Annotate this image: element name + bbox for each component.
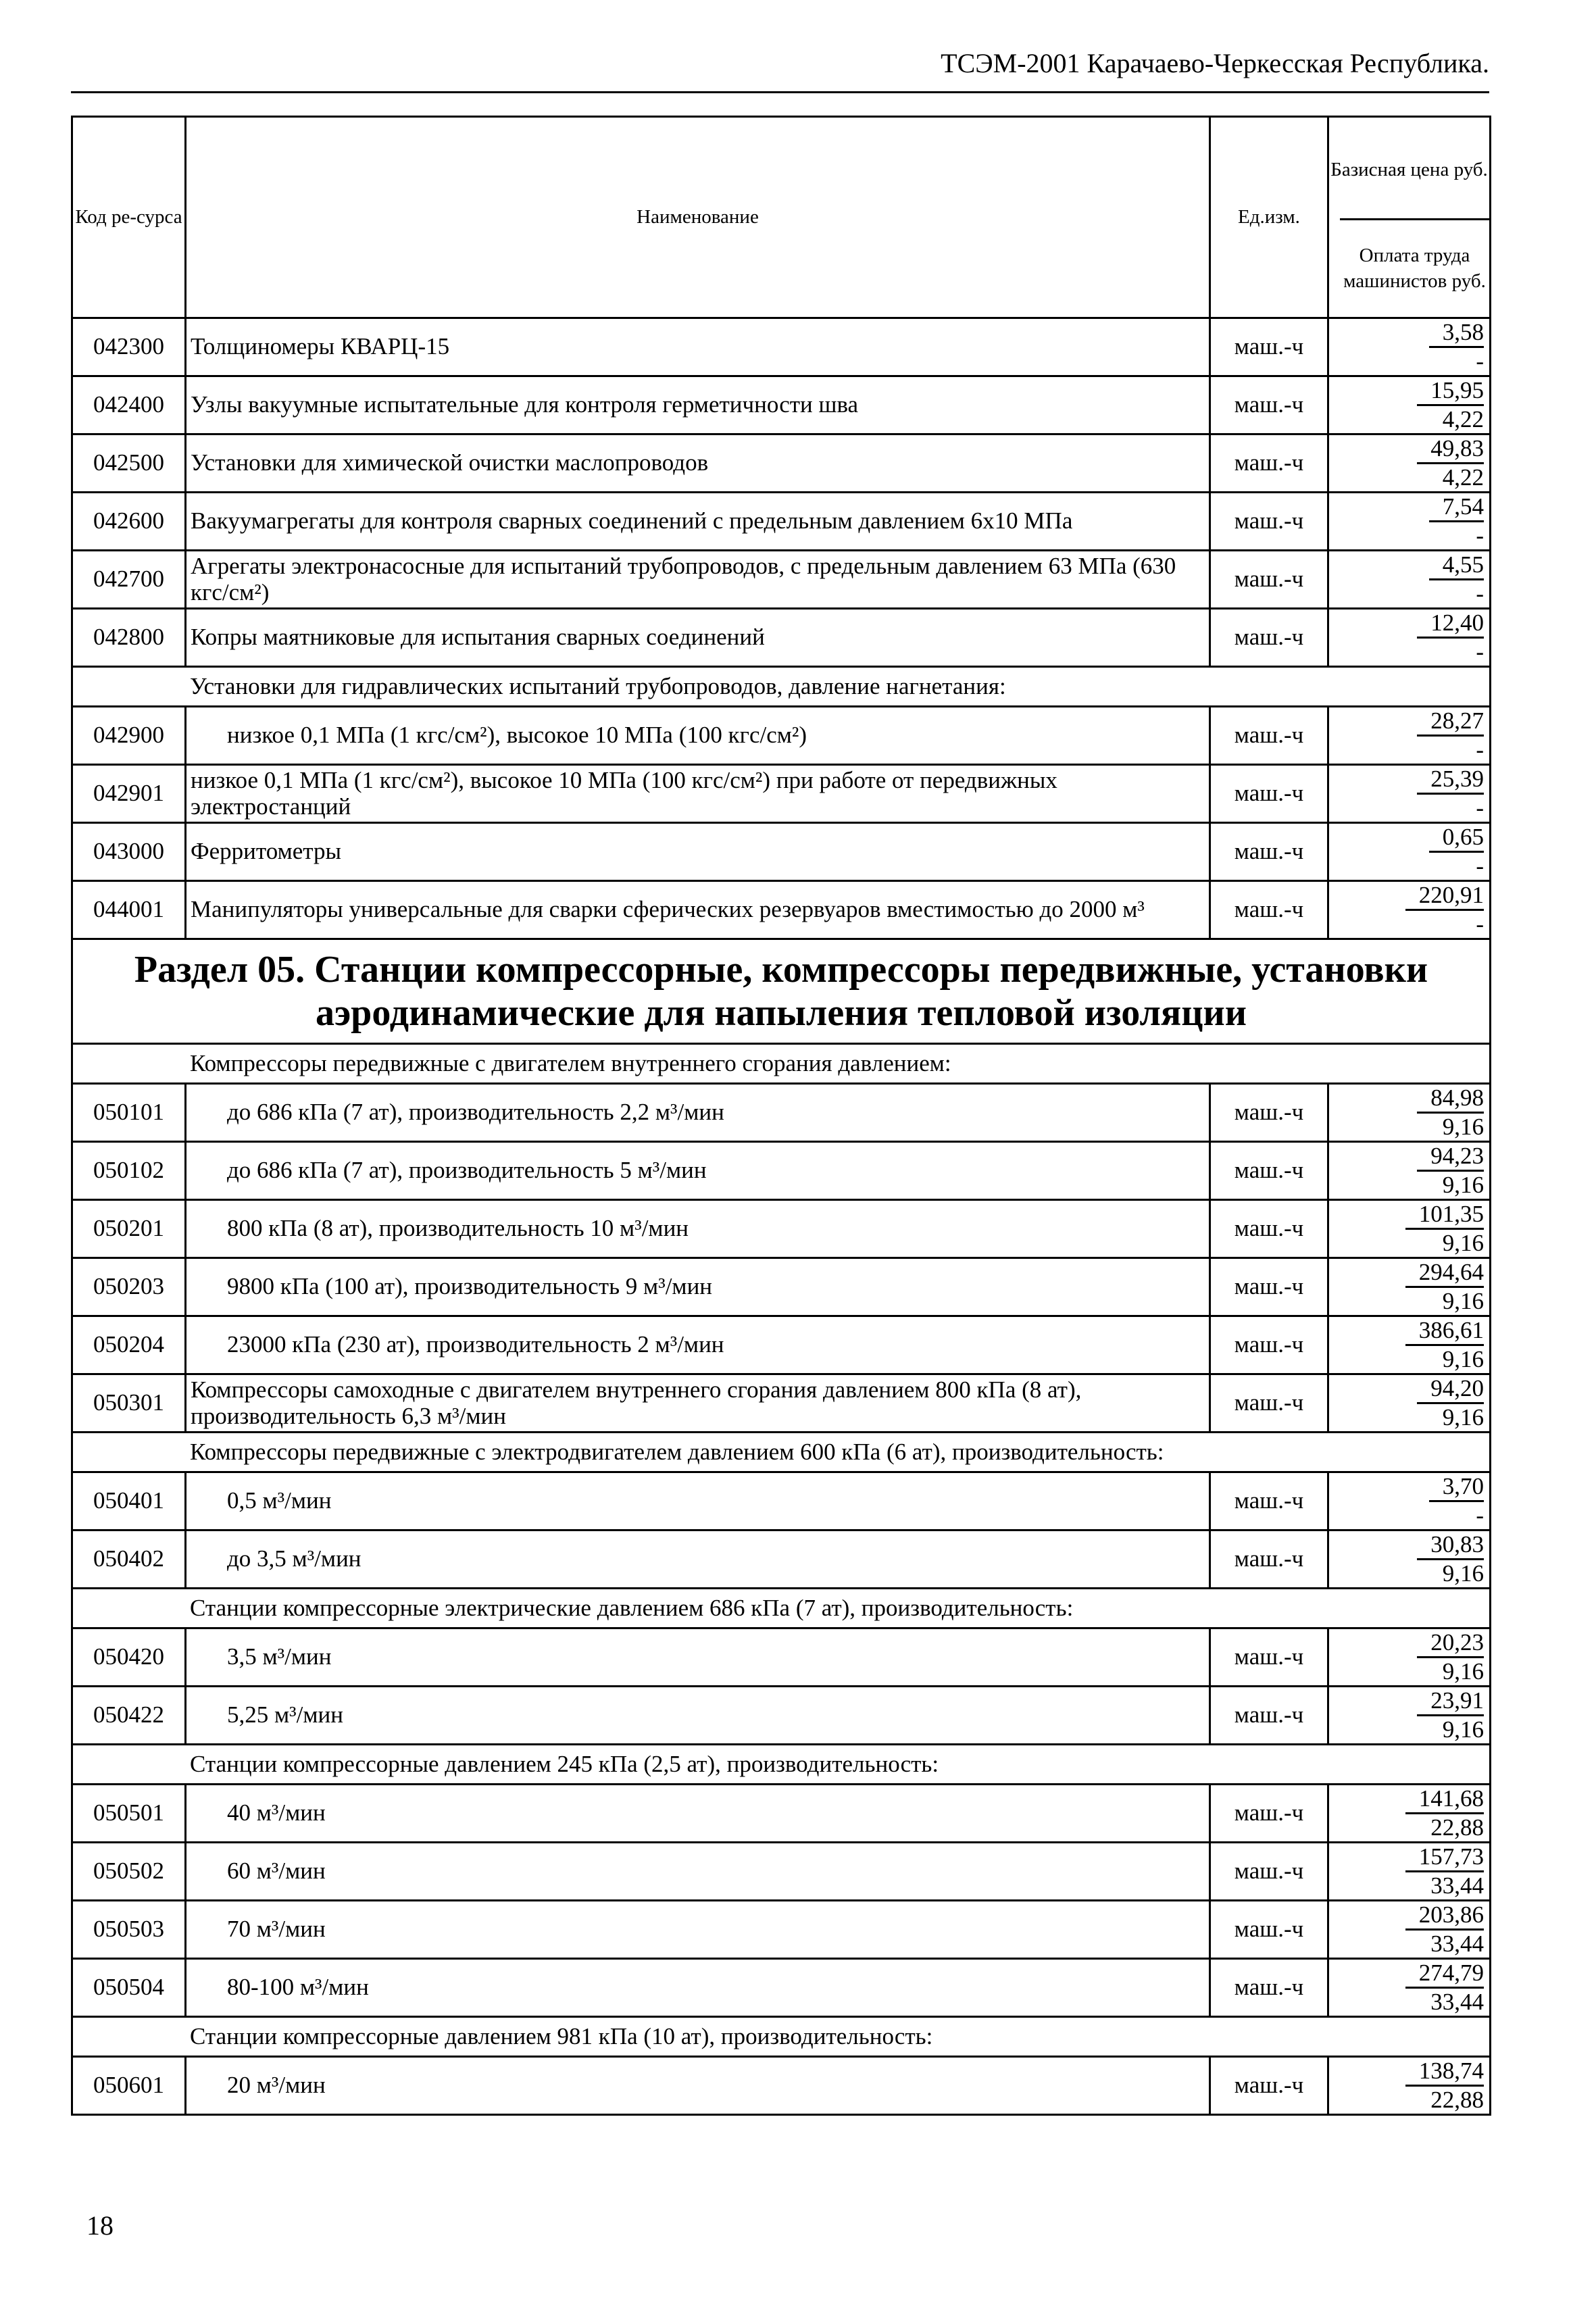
price-cell	[1328, 2057, 1491, 2115]
resource-name: 3,5 м³/мин	[186, 1628, 1210, 1687]
unit-of-measure: маш.-ч	[1210, 707, 1328, 765]
price-cell	[1328, 1374, 1491, 1433]
section-heading: Раздел 05. Станции компрессорные, компрессоры передвижные, установки аэродинамические для напыления тепловой изоляции	[72, 939, 1491, 1044]
resource-code: 050203	[72, 1258, 186, 1316]
unit-of-measure: маш.-ч	[1210, 1142, 1328, 1200]
resource-name: Агрегаты электронасосные для испытаний трубопроводов, с предельным давлением 63 МПа (630 кгс/см²)	[186, 551, 1210, 609]
resource-name: 0,5 м³/мин	[186, 1472, 1210, 1530]
header-code: Код ре-сурса	[72, 117, 186, 318]
base-price: 3,58	[1429, 319, 1484, 348]
table-row	[72, 318, 1491, 376]
price-cell	[1328, 707, 1491, 765]
table-row	[72, 1084, 1491, 1142]
operator-pay: 9,16	[1442, 1560, 1484, 1587]
table-row	[72, 1200, 1491, 1258]
table-row	[72, 1687, 1491, 1745]
base-price: 12,40	[1417, 609, 1484, 639]
table-row	[72, 765, 1491, 823]
header-price	[1328, 117, 1491, 318]
operator-pay: 22,88	[1430, 2087, 1484, 2113]
resource-code: 042900	[72, 707, 186, 765]
resource-code: 050102	[72, 1142, 186, 1200]
price-cell	[1328, 1530, 1491, 1589]
header-name: Наименование	[186, 117, 1210, 318]
operator-pay: 22,88	[1430, 1814, 1484, 1841]
base-price: 0,65	[1429, 824, 1484, 853]
price-cell	[1328, 823, 1491, 881]
unit-of-measure: маш.-ч	[1210, 1200, 1328, 1258]
base-price: 94,20	[1417, 1375, 1484, 1404]
resource-code: 050301	[72, 1374, 186, 1433]
operator-pay: 33,44	[1430, 1872, 1484, 1899]
base-price: 138,74	[1405, 2058, 1484, 2087]
unit-of-measure: маш.-ч	[1210, 493, 1328, 551]
base-price: 7,54	[1429, 493, 1484, 522]
operator-pay: 33,44	[1430, 1931, 1484, 1957]
resource-code: 050402	[72, 1530, 186, 1589]
table-row	[72, 376, 1491, 434]
resource-code: 050420	[72, 1628, 186, 1687]
resource-name: Копры маятниковые для испытания сварных соединений	[186, 609, 1210, 667]
unit-of-measure: маш.-ч	[1210, 551, 1328, 609]
price-cell	[1328, 318, 1491, 376]
resource-name: низкое 0,1 МПа (1 кгс/см²), высокое 10 МПа (100 кгс/см²) при работе от передвижных электростанций	[186, 765, 1210, 823]
operator-pay: 4,22	[1442, 464, 1484, 491]
operator-pay: 4,22	[1442, 406, 1484, 432]
base-price: 101,35	[1405, 1201, 1484, 1230]
unit-of-measure: маш.-ч	[1210, 1258, 1328, 1316]
operator-pay: -	[1476, 853, 1484, 879]
operator-pay: -	[1476, 639, 1484, 665]
base-price: 157,73	[1405, 1843, 1484, 1872]
resource-code: 050503	[72, 1901, 186, 1959]
unit-of-measure: маш.-ч	[1210, 765, 1328, 823]
resource-code: 050504	[72, 1959, 186, 2017]
resource-name: до 3,5 м³/мин	[186, 1530, 1210, 1589]
base-price: 84,98	[1417, 1085, 1484, 1114]
base-price: 23,91	[1417, 1687, 1484, 1716]
resource-name: 80-100 м³/мин	[186, 1959, 1210, 2017]
price-cell	[1328, 551, 1491, 609]
table-row	[72, 1316, 1491, 1374]
table-row	[72, 493, 1491, 551]
group-header-text: Станции компрессорные давлением 245 кПа (2,5 ат), производительность:	[72, 1745, 1491, 1785]
unit-of-measure: маш.-ч	[1210, 1530, 1328, 1589]
base-price: 4,55	[1429, 551, 1484, 580]
resource-code: 050422	[72, 1687, 186, 1745]
table-row	[72, 1959, 1491, 2017]
operator-pay: -	[1476, 795, 1484, 821]
price-cell	[1328, 1901, 1491, 1959]
table-row	[72, 1843, 1491, 1901]
resource-name: Манипуляторы универсальные для сварки сферических резервуаров вместимостью до 2000 м³	[186, 881, 1210, 939]
resource-code: 042500	[72, 434, 186, 493]
resource-name: до 686 кПа (7 ат), производительность 2,2 м³/мин	[186, 1084, 1210, 1142]
price-cell	[1328, 1959, 1491, 2017]
operator-pay: -	[1476, 348, 1484, 374]
base-price: 25,39	[1417, 766, 1484, 795]
resource-name: 23000 кПа (230 ат), производительность 2 м³/мин	[186, 1316, 1210, 1374]
table-row	[72, 1628, 1491, 1687]
resource-code: 050501	[72, 1785, 186, 1843]
table-row	[72, 823, 1491, 881]
unit-of-measure: маш.-ч	[1210, 318, 1328, 376]
section-heading-row	[72, 939, 1491, 1044]
unit-of-measure: маш.-ч	[1210, 1084, 1328, 1142]
price-cell	[1328, 1258, 1491, 1316]
base-price: 141,68	[1405, 1785, 1484, 1814]
resource-code: 050101	[72, 1084, 186, 1142]
resource-code: 050201	[72, 1200, 186, 1258]
resource-name: до 686 кПа (7 ат), производительность 5 м³/мин	[186, 1142, 1210, 1200]
base-price: 28,27	[1417, 707, 1484, 737]
operator-pay: -	[1476, 911, 1484, 937]
operator-pay: -	[1476, 580, 1484, 607]
operator-pay: 9,16	[1442, 1404, 1484, 1430]
group-header-row	[72, 1433, 1491, 1472]
group-header-text: Станции компрессорные давлением 981 кПа (10 ат), производительность:	[72, 2017, 1491, 2057]
table-header-row	[72, 117, 1491, 318]
resource-code: 042300	[72, 318, 186, 376]
group-header-text: Установки для гидравлических испытаний трубопроводов, давление нагнетания:	[72, 667, 1491, 707]
unit-of-measure: маш.-ч	[1210, 823, 1328, 881]
base-price: 3,70	[1429, 1473, 1484, 1502]
price-cell	[1328, 1084, 1491, 1142]
table-row	[72, 1374, 1491, 1433]
resource-code: 042700	[72, 551, 186, 609]
group-header-row	[72, 1589, 1491, 1628]
resource-name: 70 м³/мин	[186, 1901, 1210, 1959]
base-price: 49,83	[1417, 435, 1484, 464]
operator-pay: 9,16	[1442, 1346, 1484, 1372]
price-cell	[1328, 1785, 1491, 1843]
base-price: 294,64	[1405, 1259, 1484, 1288]
price-cell	[1328, 609, 1491, 667]
resource-name: 800 кПа (8 ат), производительность 10 м³/мин	[186, 1200, 1210, 1258]
resource-name: Толщиномеры КВАРЦ-15	[186, 318, 1210, 376]
group-header-row	[72, 1044, 1491, 1084]
table-body	[72, 318, 1491, 2115]
price-cell	[1328, 1316, 1491, 1374]
resource-code: 050601	[72, 2057, 186, 2115]
running-head: ТСЭМ-2001 Карачаево-Черкесская Республика.	[941, 48, 1489, 78]
table-row	[72, 2057, 1491, 2115]
table-row	[72, 1258, 1491, 1316]
header-unit: Ед.изм.	[1210, 117, 1328, 318]
unit-of-measure: маш.-ч	[1210, 1472, 1328, 1530]
unit-of-measure: маш.-ч	[1210, 1785, 1328, 1843]
operator-pay: 9,16	[1442, 1716, 1484, 1743]
table-row	[72, 881, 1491, 939]
header-operator-pay: Оплата труда машинистов руб.	[1340, 218, 1489, 317]
price-cell	[1328, 1142, 1491, 1200]
group-header-row	[72, 2017, 1491, 2057]
table-row	[72, 707, 1491, 765]
resource-name: низкое 0,1 МПа (1 кгс/см²), высокое 10 МПа (100 кгс/см²)	[186, 707, 1210, 765]
group-header-row	[72, 667, 1491, 707]
price-cell	[1328, 1200, 1491, 1258]
group-header-text: Станции компрессорные электрические давлением 686 кПа (7 ат), производительность:	[72, 1589, 1491, 1628]
resource-code: 050401	[72, 1472, 186, 1530]
unit-of-measure: маш.-ч	[1210, 1628, 1328, 1687]
unit-of-measure: маш.-ч	[1210, 609, 1328, 667]
price-cell	[1328, 1472, 1491, 1530]
price-cell	[1328, 765, 1491, 823]
operator-pay: -	[1476, 737, 1484, 763]
resource-name: Установки для химической очистки маслопроводов	[186, 434, 1210, 493]
resource-name: Компрессоры самоходные с двигателем внутреннего сгорания давлением 800 кПа (8 ат), производительность 6,3 м³/мин	[186, 1374, 1210, 1433]
unit-of-measure: маш.-ч	[1210, 434, 1328, 493]
base-price: 220,91	[1405, 882, 1484, 911]
resource-code: 042901	[72, 765, 186, 823]
resource-code: 042400	[72, 376, 186, 434]
resource-code: 050502	[72, 1843, 186, 1901]
operator-pay: -	[1476, 522, 1484, 549]
operator-pay: 9,16	[1442, 1172, 1484, 1198]
unit-of-measure: маш.-ч	[1210, 1843, 1328, 1901]
price-cell	[1328, 881, 1491, 939]
resource-code: 042800	[72, 609, 186, 667]
table-row	[72, 1142, 1491, 1200]
page-number: 18	[86, 2210, 114, 2241]
unit-of-measure: маш.-ч	[1210, 1316, 1328, 1374]
unit-of-measure: маш.-ч	[1210, 1374, 1328, 1433]
table-row	[72, 1901, 1491, 1959]
table-row	[72, 1785, 1491, 1843]
resource-price-table	[71, 116, 1491, 2116]
unit-of-measure: маш.-ч	[1210, 376, 1328, 434]
header-rule	[71, 91, 1489, 93]
base-price: 386,61	[1405, 1317, 1484, 1346]
base-price: 20,23	[1417, 1629, 1484, 1658]
table-row	[72, 551, 1491, 609]
resource-name: 5,25 м³/мин	[186, 1687, 1210, 1745]
resource-name: Ферритометры	[186, 823, 1210, 881]
base-price: 274,79	[1405, 1960, 1484, 1989]
table-row	[72, 1472, 1491, 1530]
group-header-text: Компрессоры передвижные с электродвигателем давлением 600 кПа (6 ат), производительность:	[72, 1433, 1491, 1472]
resource-name: Узлы вакуумные испытательные для контроля герметичности шва	[186, 376, 1210, 434]
operator-pay: 9,16	[1442, 1658, 1484, 1685]
unit-of-measure: маш.-ч	[1210, 2057, 1328, 2115]
resource-name: 40 м³/мин	[186, 1785, 1210, 1843]
resource-code: 043000	[72, 823, 186, 881]
base-price: 15,95	[1417, 377, 1484, 406]
resource-code: 044001	[72, 881, 186, 939]
resource-name: 20 м³/мин	[186, 2057, 1210, 2115]
header-base-price: Базисная цена руб.	[1330, 158, 1488, 180]
unit-of-measure: маш.-ч	[1210, 881, 1328, 939]
price-cell	[1328, 434, 1491, 493]
table-row	[72, 434, 1491, 493]
table-row	[72, 609, 1491, 667]
base-price: 203,86	[1405, 1901, 1484, 1931]
group-header-text: Компрессоры передвижные с двигателем внутреннего сгорания давлением:	[72, 1044, 1491, 1084]
price-cell	[1328, 376, 1491, 434]
operator-pay: 9,16	[1442, 1114, 1484, 1140]
price-cell	[1328, 1628, 1491, 1687]
base-price: 94,23	[1417, 1143, 1484, 1172]
price-cell	[1328, 1843, 1491, 1901]
resource-name: Вакуумагрегаты для контроля сварных соединений с предельным давлением 6х10 МПа	[186, 493, 1210, 551]
resource-code: 050204	[72, 1316, 186, 1374]
price-cell	[1328, 493, 1491, 551]
operator-pay: 9,16	[1442, 1288, 1484, 1314]
unit-of-measure: маш.-ч	[1210, 1901, 1328, 1959]
resource-name: 9800 кПа (100 ат), производительность 9 м³/мин	[186, 1258, 1210, 1316]
base-price: 30,83	[1417, 1531, 1484, 1560]
operator-pay: -	[1476, 1502, 1484, 1528]
resource-name: 60 м³/мин	[186, 1843, 1210, 1901]
table-row	[72, 1530, 1491, 1589]
unit-of-measure: маш.-ч	[1210, 1959, 1328, 2017]
resource-code: 042600	[72, 493, 186, 551]
unit-of-measure: маш.-ч	[1210, 1687, 1328, 1745]
price-cell	[1328, 1687, 1491, 1745]
operator-pay: 33,44	[1430, 1989, 1484, 2015]
group-header-row	[72, 1745, 1491, 1785]
operator-pay: 9,16	[1442, 1230, 1484, 1256]
